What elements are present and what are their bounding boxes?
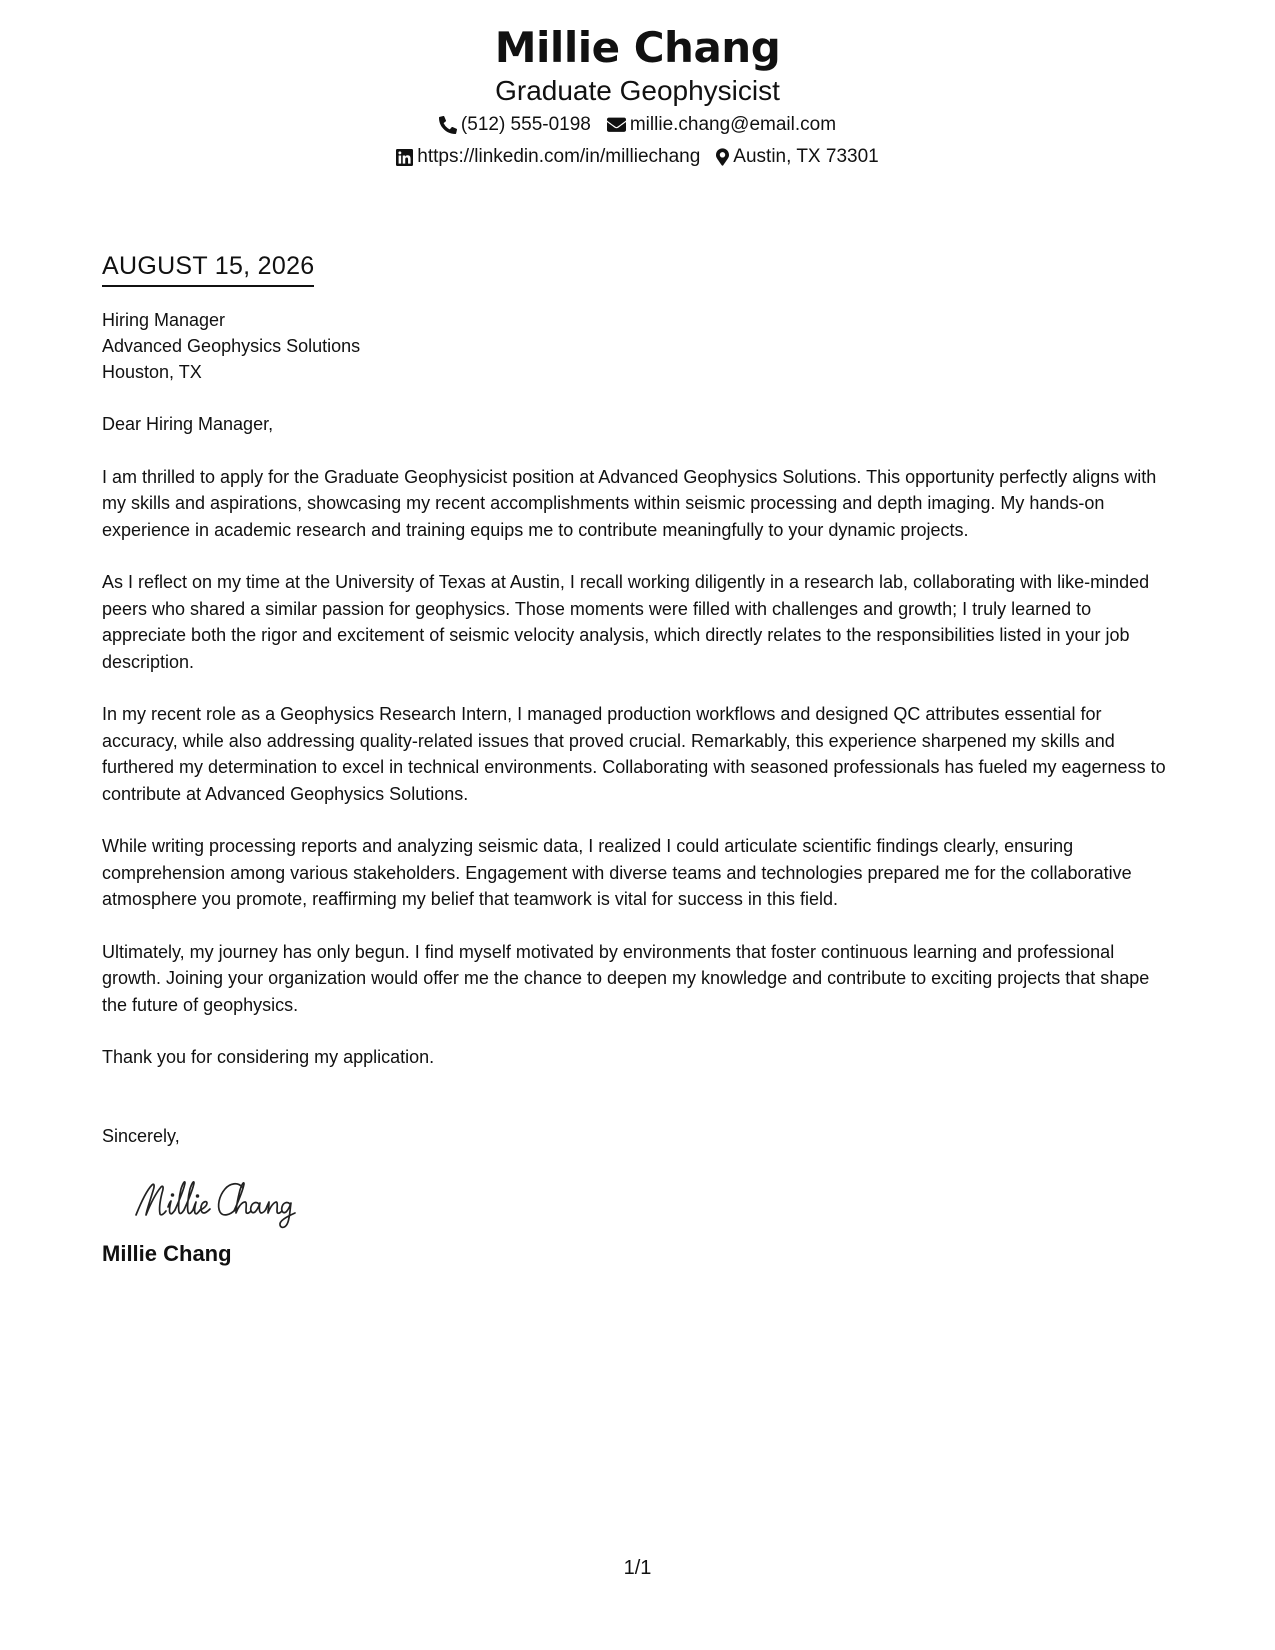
recipient-block xyxy=(102,307,1172,385)
linkedin-text: https://linkedin.com/in/milliechang xyxy=(417,146,701,167)
location-text: Austin, TX 73301 xyxy=(733,146,879,167)
handwritten-signature xyxy=(130,1171,1172,1231)
recipient-line: Houston, TX xyxy=(102,362,202,382)
recipient-line: Hiring Manager xyxy=(102,310,226,330)
applicant-title: Graduate Geophysicist xyxy=(495,75,780,106)
body-paragraph: As I reflect on my time at the University of Texas at Austin, I recall working diligently in a research lab, collaborating with like-minded peers who shared a similar passion for geophysics. Those moments were filled with challenges and growth; I truly learned to appreciate both the rigor and excitement of seismic velocity analysis, which directly relates to the responsibilities listed in your job description. xyxy=(102,572,1150,672)
letter-date: AUGUST 15, 2026 xyxy=(102,250,314,287)
salutation: Dear Hiring Manager, xyxy=(102,414,274,434)
phone-text: (512) 555-0198 xyxy=(460,114,591,135)
envelope-icon xyxy=(607,117,626,133)
contact-row-secondary xyxy=(0,144,1275,170)
signature-graphic xyxy=(130,1171,340,1231)
signer-name: Millie Chang xyxy=(102,1241,232,1266)
body-paragraph: While writing processing reports and analyzing seismic data, I realized I could articulate scientific findings clearly, ensuring comprehension among various stakeholders. Engagement with diverse teams and technologies prepared me for the collaborative atmosphere you promote, reaffirming my belief that teamwork is vital for success in this field. xyxy=(102,836,1132,909)
contact-phone xyxy=(439,112,591,138)
body-paragraph: Thank you for considering my application. xyxy=(102,1047,435,1067)
closing: Sincerely, xyxy=(102,1125,180,1146)
email-text: millie.chang@email.com xyxy=(629,114,837,135)
body-paragraph: Ultimately, my journey has only begun. I find myself motivated by environments that foster continuous learning and professional growth. Joining your organization would offer me the chance to deepen my knowledge and contribute to exciting projects that shape the future of geophysics. xyxy=(102,941,1150,1015)
contact-location xyxy=(716,144,878,170)
phone-icon xyxy=(439,116,457,134)
contact-row-primary xyxy=(0,112,1275,138)
page-indicator: 1/1 xyxy=(623,1557,652,1579)
contact-linkedin xyxy=(396,144,700,170)
body-paragraph: I am thrilled to apply for the Graduate Geophysicist position at Advanced Geophysics Solutions. This opportunity perfectly aligns with my skills and aspirations, showcasing my recent accomplishments within seismic processing and depth imaging. My hands-on experience in academic research and training equips me to contribute meaningfully to your dynamic projects. xyxy=(102,466,1157,540)
linkedin-icon xyxy=(396,149,413,166)
contact-email xyxy=(607,112,836,138)
applicant-name: Millie Chang xyxy=(494,23,781,72)
letter-body xyxy=(102,250,1172,1269)
letter-header xyxy=(0,22,1275,170)
map-marker-icon xyxy=(716,148,729,166)
recipient-line: Advanced Geophysics Solutions xyxy=(102,336,361,356)
body-paragraph: In my recent role as a Geophysics Research Intern, I managed production workflows and designed QC attributes essential for accuracy, while also addressing quality-related issues that proved crucial. Remarkably, this experience sharpened my skills and furthered my determination to excel in technical environments. Collaborating with seasoned professionals has fueled my eagerness to contribute at Advanced Geophysics Solutions. xyxy=(102,704,1166,804)
